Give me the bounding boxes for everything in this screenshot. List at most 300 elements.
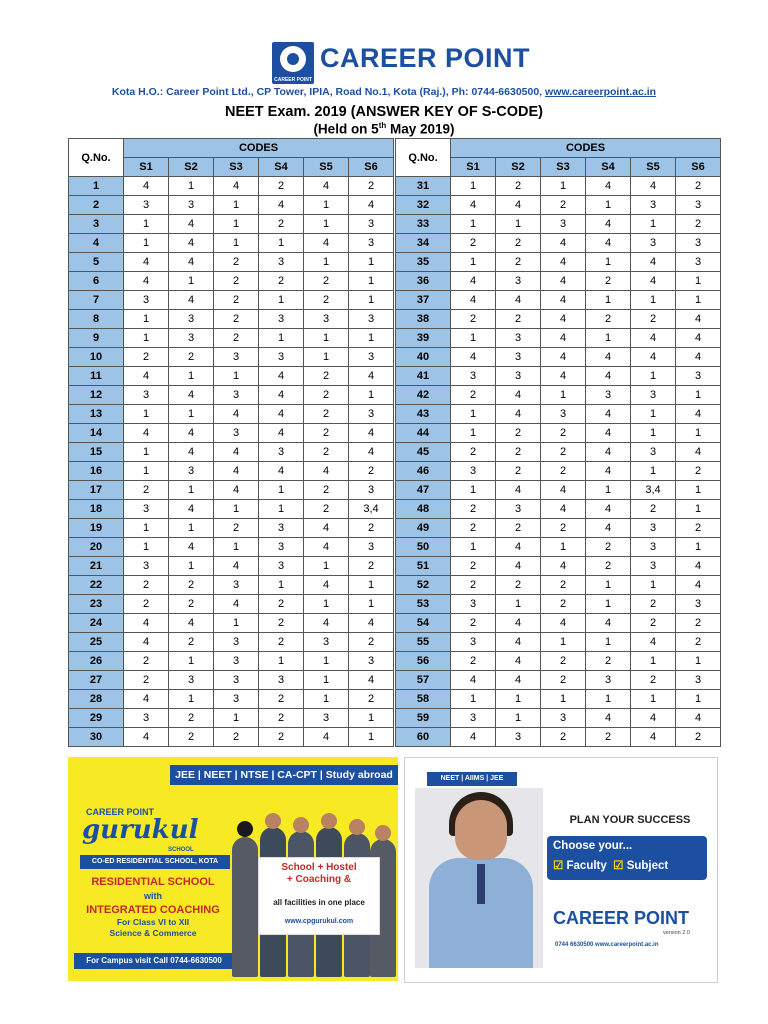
answer-cell: 3 xyxy=(259,519,304,538)
qno-header: Q.No. xyxy=(396,139,451,177)
question-number: 37 xyxy=(396,291,451,310)
code-column-header: S3 xyxy=(541,158,586,177)
table-row xyxy=(396,728,721,747)
answer-cell: 1 xyxy=(304,253,349,272)
answer-cell: 1 xyxy=(586,253,631,272)
answer-cell: 4 xyxy=(304,538,349,557)
answer-cell: 3 xyxy=(496,348,541,367)
answer-cell: 3 xyxy=(214,348,259,367)
question-number: 15 xyxy=(69,443,124,462)
answer-cell: 2 xyxy=(124,595,169,614)
answer-cell: 2 xyxy=(304,405,349,424)
answer-cell: 2 xyxy=(304,367,349,386)
table-row xyxy=(69,310,394,329)
answer-cell: 2 xyxy=(496,310,541,329)
answer-cell: 4 xyxy=(451,272,496,291)
question-number: 22 xyxy=(69,576,124,595)
question-number: 25 xyxy=(69,633,124,652)
answer-cell: 4 xyxy=(451,728,496,747)
answer-cell: 1 xyxy=(676,481,721,500)
question-number: 14 xyxy=(69,424,124,443)
answer-cell: 3 xyxy=(304,633,349,652)
answer-cell: 3 xyxy=(631,234,676,253)
question-number: 21 xyxy=(69,557,124,576)
question-number: 57 xyxy=(396,671,451,690)
answer-cell: 4 xyxy=(259,462,304,481)
answer-cell: 2 xyxy=(349,462,394,481)
answer-cell: 4 xyxy=(586,424,631,443)
exams-strip: NEET | AIIMS | JEE xyxy=(427,772,517,786)
answer-cell: 1 xyxy=(349,728,394,747)
answer-cell: 4 xyxy=(631,177,676,196)
answer-cell: 1 xyxy=(631,690,676,709)
answer-cell: 2 xyxy=(214,272,259,291)
answer-cell: 2 xyxy=(586,310,631,329)
table-row xyxy=(396,538,721,557)
career-point-advertisement xyxy=(404,757,718,983)
answer-cell: 4 xyxy=(541,614,586,633)
answer-cell: 4 xyxy=(304,614,349,633)
answer-cell: 4 xyxy=(304,177,349,196)
question-number: 49 xyxy=(396,519,451,538)
answer-cell: 4 xyxy=(304,462,349,481)
answer-cell: 1 xyxy=(214,538,259,557)
question-number: 56 xyxy=(396,652,451,671)
answer-cell: 4 xyxy=(124,728,169,747)
question-number: 1 xyxy=(69,177,124,196)
answer-cell: 4 xyxy=(169,291,214,310)
answer-cell: 4 xyxy=(586,443,631,462)
answer-cell: 3 xyxy=(349,348,394,367)
answer-cell: 1 xyxy=(124,329,169,348)
question-number: 41 xyxy=(396,367,451,386)
answer-cell: 1 xyxy=(676,500,721,519)
question-number: 30 xyxy=(69,728,124,747)
answer-cell: 2 xyxy=(304,481,349,500)
answer-cell: 1 xyxy=(259,329,304,348)
answer-cell: 4 xyxy=(676,405,721,424)
career-point-brand: CAREER POINT xyxy=(553,908,690,928)
question-number: 11 xyxy=(69,367,124,386)
career-point-logo-icon xyxy=(272,42,314,84)
answer-cell: 4 xyxy=(169,234,214,253)
answer-cell: 1 xyxy=(541,633,586,652)
question-number: 8 xyxy=(69,310,124,329)
question-number: 27 xyxy=(69,671,124,690)
answer-cell: 4 xyxy=(304,234,349,253)
question-number: 29 xyxy=(69,709,124,728)
answer-cell: 2 xyxy=(304,386,349,405)
answer-cell: 1 xyxy=(304,196,349,215)
answer-cell: 1 xyxy=(541,538,586,557)
table-row xyxy=(69,405,394,424)
answer-key-table-left xyxy=(68,138,394,747)
table-row xyxy=(396,709,721,728)
answer-cell: 2 xyxy=(304,291,349,310)
question-number: 19 xyxy=(69,519,124,538)
question-number: 58 xyxy=(396,690,451,709)
answer-cell: 2 xyxy=(451,443,496,462)
answer-cell: 1 xyxy=(304,557,349,576)
answer-cell: 4 xyxy=(124,272,169,291)
table-row xyxy=(69,538,394,557)
version-label: version 2.0 xyxy=(663,930,690,936)
answer-cell: 3 xyxy=(169,329,214,348)
answer-cell: 4 xyxy=(586,709,631,728)
question-number: 40 xyxy=(396,348,451,367)
table-row xyxy=(396,500,721,519)
answer-cell: 3 xyxy=(541,215,586,234)
answer-cell: 1 xyxy=(304,652,349,671)
question-number: 43 xyxy=(396,405,451,424)
answer-cell: 3 xyxy=(631,538,676,557)
answer-cell: 1 xyxy=(169,519,214,538)
answer-cell: 1 xyxy=(451,405,496,424)
question-number: 55 xyxy=(396,633,451,652)
answer-cell: 4 xyxy=(631,329,676,348)
answer-cell: 3 xyxy=(259,557,304,576)
answer-cell: 4 xyxy=(349,614,394,633)
answer-cell: 1 xyxy=(451,329,496,348)
codes-header: CODES xyxy=(451,139,721,158)
answer-cell: 1 xyxy=(541,386,586,405)
table-row xyxy=(396,462,721,481)
answer-cell: 3 xyxy=(169,462,214,481)
answer-cell: 1 xyxy=(124,310,169,329)
code-column-header: S4 xyxy=(259,158,304,177)
table-row xyxy=(69,386,394,405)
answer-cell: 1 xyxy=(586,633,631,652)
answer-cell: 2 xyxy=(214,310,259,329)
answer-cell: 1 xyxy=(586,576,631,595)
answer-cell: 1 xyxy=(676,652,721,671)
answer-cell: 2 xyxy=(169,633,214,652)
answer-cell: 1 xyxy=(451,424,496,443)
question-number: 7 xyxy=(69,291,124,310)
answer-cell: 3 xyxy=(214,576,259,595)
answer-cell: 4 xyxy=(451,671,496,690)
table-row xyxy=(396,576,721,595)
answer-cell: 4 xyxy=(586,500,631,519)
question-number: 60 xyxy=(396,728,451,747)
answer-cell: 4 xyxy=(631,709,676,728)
table-row xyxy=(396,443,721,462)
answer-cell: 2 xyxy=(676,215,721,234)
table-row xyxy=(396,234,721,253)
answer-cell: 3 xyxy=(214,633,259,652)
answer-cell: 4 xyxy=(586,177,631,196)
code-column-header: S5 xyxy=(631,158,676,177)
answer-cell: 2 xyxy=(676,614,721,633)
answer-cell: 4 xyxy=(496,557,541,576)
answer-cell: 2 xyxy=(541,443,586,462)
answer-cell: 2 xyxy=(496,443,541,462)
answer-cell: 2 xyxy=(259,633,304,652)
answer-cell: 1 xyxy=(451,253,496,272)
answer-cell: 1 xyxy=(259,576,304,595)
answer-cell: 2 xyxy=(451,557,496,576)
answer-cell: 1 xyxy=(214,215,259,234)
table-row xyxy=(69,671,394,690)
answer-cell: 1 xyxy=(124,405,169,424)
answer-cell: 4 xyxy=(496,538,541,557)
answer-cell: 1 xyxy=(586,481,631,500)
answer-cell: 1 xyxy=(304,690,349,709)
table-row xyxy=(69,652,394,671)
answer-cell: 1 xyxy=(586,595,631,614)
answer-cell: 4 xyxy=(169,538,214,557)
answer-cell: 3 xyxy=(496,367,541,386)
table-row xyxy=(396,481,721,500)
answer-cell: 2 xyxy=(259,728,304,747)
table-row xyxy=(69,196,394,215)
answer-cell: 3 xyxy=(451,709,496,728)
answer-cell: 1 xyxy=(541,690,586,709)
answer-cell: 1 xyxy=(169,690,214,709)
answer-cell: 2 xyxy=(304,272,349,291)
table-row xyxy=(69,633,394,652)
answer-cell: 2 xyxy=(676,728,721,747)
answer-cell: 2 xyxy=(349,633,394,652)
answer-cell: 4 xyxy=(676,310,721,329)
answer-cell: 4 xyxy=(169,215,214,234)
answer-cell: 4 xyxy=(496,196,541,215)
answer-cell: 4 xyxy=(214,557,259,576)
answer-cell: 2 xyxy=(169,595,214,614)
answer-cell: 4 xyxy=(259,196,304,215)
answer-cell: 3 xyxy=(541,709,586,728)
answer-cell: 4 xyxy=(496,386,541,405)
answer-cell: 1 xyxy=(451,215,496,234)
answer-cell: 1 xyxy=(169,405,214,424)
table-row xyxy=(69,348,394,367)
answer-cell: 2 xyxy=(586,557,631,576)
code-column-header: S1 xyxy=(124,158,169,177)
table-row xyxy=(396,310,721,329)
answer-cell: 4 xyxy=(541,500,586,519)
answer-cell: 4 xyxy=(541,291,586,310)
answer-cell: 3 xyxy=(124,709,169,728)
answer-cell: 1 xyxy=(631,215,676,234)
answer-cell: 2 xyxy=(586,538,631,557)
table-row xyxy=(69,253,394,272)
answer-cell: 1 xyxy=(259,234,304,253)
table-row xyxy=(396,367,721,386)
qno-header: Q.No. xyxy=(69,139,124,177)
code-column-header: S6 xyxy=(349,158,394,177)
table-row xyxy=(396,405,721,424)
answer-cell: 2 xyxy=(259,709,304,728)
answer-cell: 4 xyxy=(349,443,394,462)
table-row xyxy=(396,177,721,196)
question-number: 35 xyxy=(396,253,451,272)
head-office-address: Kota H.O.: Career Point Ltd., CP Tower, IPIA, Road No.1, Kota (Raj.), Ph: 0744-6630500, xyxy=(111,86,546,98)
answer-cell: 3 xyxy=(676,595,721,614)
table-row xyxy=(396,329,721,348)
answer-cell: 2 xyxy=(124,481,169,500)
plan-headline: PLAN YOUR SUCCESS xyxy=(569,814,691,826)
answer-cell: 4 xyxy=(214,405,259,424)
answer-cell: 4 xyxy=(541,253,586,272)
answer-cell: 2 xyxy=(496,576,541,595)
answer-cell: 4 xyxy=(586,405,631,424)
question-number: 13 xyxy=(69,405,124,424)
answer-cell: 2 xyxy=(304,500,349,519)
answer-cell: 1 xyxy=(124,519,169,538)
code-column-header: S6 xyxy=(676,158,721,177)
answer-cell: 1 xyxy=(169,652,214,671)
answer-cell: 1 xyxy=(214,500,259,519)
answer-cell: 2 xyxy=(349,690,394,709)
table-row xyxy=(69,443,394,462)
answer-cell: 3 xyxy=(349,234,394,253)
question-number: 59 xyxy=(396,709,451,728)
answer-cell: 1 xyxy=(214,709,259,728)
answer-cell: 1 xyxy=(541,177,586,196)
table-row xyxy=(69,519,394,538)
question-number: 42 xyxy=(396,386,451,405)
answer-cell: 4 xyxy=(496,405,541,424)
answer-cell: 1 xyxy=(496,215,541,234)
question-number: 12 xyxy=(69,386,124,405)
table-row xyxy=(69,595,394,614)
page-title: NEET Exam. 2019 (ANSWER KEY OF S-CODE) xyxy=(224,104,543,120)
answer-cell: 4 xyxy=(676,443,721,462)
answer-cell: 4 xyxy=(169,386,214,405)
answer-cell: 2 xyxy=(496,177,541,196)
answer-cell: 3 xyxy=(496,500,541,519)
promo-board: School + Hostel + Coaching & all facilities in one place www.cpgurukul.com xyxy=(258,857,380,935)
answer-cell: 2 xyxy=(349,557,394,576)
answer-cell: 4 xyxy=(124,690,169,709)
answer-cell: 3 xyxy=(124,196,169,215)
answer-cell: 2 xyxy=(541,652,586,671)
table-row xyxy=(396,690,721,709)
coed-banner: CO-ED RESIDENTIAL SCHOOL, KOTA xyxy=(80,855,230,869)
answer-cell: 3 xyxy=(124,557,169,576)
answer-cell: 3 xyxy=(631,386,676,405)
gurukul-advertisement xyxy=(68,757,398,981)
answer-cell: 2 xyxy=(259,272,304,291)
question-number: 52 xyxy=(396,576,451,595)
answer-cell: 3 xyxy=(496,272,541,291)
answer-cell: 1 xyxy=(349,576,394,595)
table-row xyxy=(396,196,721,215)
answer-cell: 4 xyxy=(304,519,349,538)
table-row xyxy=(69,557,394,576)
answer-cell: 1 xyxy=(169,367,214,386)
answer-cell: 1 xyxy=(631,652,676,671)
gurukul-logo-text: gurukul xyxy=(82,815,199,845)
answer-cell: 1 xyxy=(169,272,214,291)
courses-strip: JEE | NEET | NTSE | CA-CPT | Study abroad xyxy=(170,765,398,785)
answer-cell: 2 xyxy=(214,329,259,348)
answer-cell: 4 xyxy=(631,253,676,272)
answer-cell: 3 xyxy=(631,557,676,576)
table-row xyxy=(69,500,394,519)
answer-cell: 4 xyxy=(259,405,304,424)
question-number: 38 xyxy=(396,310,451,329)
answer-cell: 4 xyxy=(124,424,169,443)
answer-cell: 2 xyxy=(304,424,349,443)
answer-cell: 4 xyxy=(349,424,394,443)
answer-cell: 2 xyxy=(676,462,721,481)
answer-cell: 3,4 xyxy=(631,481,676,500)
logo-subtext: CAREER POINT xyxy=(274,77,312,83)
answer-cell: 3 xyxy=(259,310,304,329)
answer-cell: 4 xyxy=(496,291,541,310)
answer-cell: 4 xyxy=(349,196,394,215)
class-info: For Class VI to XII Science & Commerce xyxy=(109,917,197,938)
answer-cell: 2 xyxy=(541,462,586,481)
answer-cell: 1 xyxy=(631,462,676,481)
code-column-header: S5 xyxy=(304,158,349,177)
answer-cell: 3 xyxy=(169,671,214,690)
answer-cell: 4 xyxy=(124,253,169,272)
answer-cell: 4 xyxy=(676,557,721,576)
answer-cell: 2 xyxy=(496,234,541,253)
answer-cell: 2 xyxy=(541,196,586,215)
answer-cell: 1 xyxy=(631,291,676,310)
answer-cell: 1 xyxy=(451,481,496,500)
table-row xyxy=(69,709,394,728)
answer-cell: 3 xyxy=(214,386,259,405)
question-number: 44 xyxy=(396,424,451,443)
answer-cell: 1 xyxy=(124,215,169,234)
answer-cell: 1 xyxy=(304,329,349,348)
answer-cell: 2 xyxy=(631,595,676,614)
answer-cell: 1 xyxy=(586,690,631,709)
answer-cell: 3 xyxy=(214,652,259,671)
answer-cell: 4 xyxy=(124,177,169,196)
answer-cell: 1 xyxy=(631,424,676,443)
answer-cell: 2 xyxy=(586,272,631,291)
question-number: 51 xyxy=(396,557,451,576)
code-column-header: S2 xyxy=(496,158,541,177)
check-icon: ☑ xyxy=(613,860,624,872)
answer-cell: 3 xyxy=(169,196,214,215)
question-number: 5 xyxy=(69,253,124,272)
choose-box: Choose your... ☑ Faculty ☑ Subject xyxy=(547,836,707,880)
answer-cell: 2 xyxy=(169,348,214,367)
answer-cell: 3 xyxy=(124,291,169,310)
website-link[interactable]: www.careerpoint.ac.in xyxy=(545,86,657,98)
answer-cell: 1 xyxy=(676,538,721,557)
table-row xyxy=(69,367,394,386)
table-row xyxy=(69,728,394,747)
answer-cell: 3 xyxy=(259,671,304,690)
table-row xyxy=(69,576,394,595)
answer-cell: 4 xyxy=(631,728,676,747)
answer-cell: 2 xyxy=(541,519,586,538)
answer-cell: 4 xyxy=(631,272,676,291)
table-row xyxy=(69,329,394,348)
answer-cell: 3 xyxy=(451,633,496,652)
answer-cell: 3 xyxy=(451,367,496,386)
answer-cell: 2 xyxy=(451,310,496,329)
student-photo xyxy=(415,788,543,968)
answer-cell: 4 xyxy=(496,652,541,671)
answer-cell: 3 xyxy=(541,405,586,424)
answer-cell: 1 xyxy=(259,481,304,500)
code-column-header: S1 xyxy=(451,158,496,177)
answer-cell: 3 xyxy=(304,709,349,728)
codes-header: CODES xyxy=(124,139,394,158)
answer-cell: 1 xyxy=(214,614,259,633)
answer-cell: 3 xyxy=(259,443,304,462)
answer-cell: 4 xyxy=(496,614,541,633)
code-column-header: S4 xyxy=(586,158,631,177)
